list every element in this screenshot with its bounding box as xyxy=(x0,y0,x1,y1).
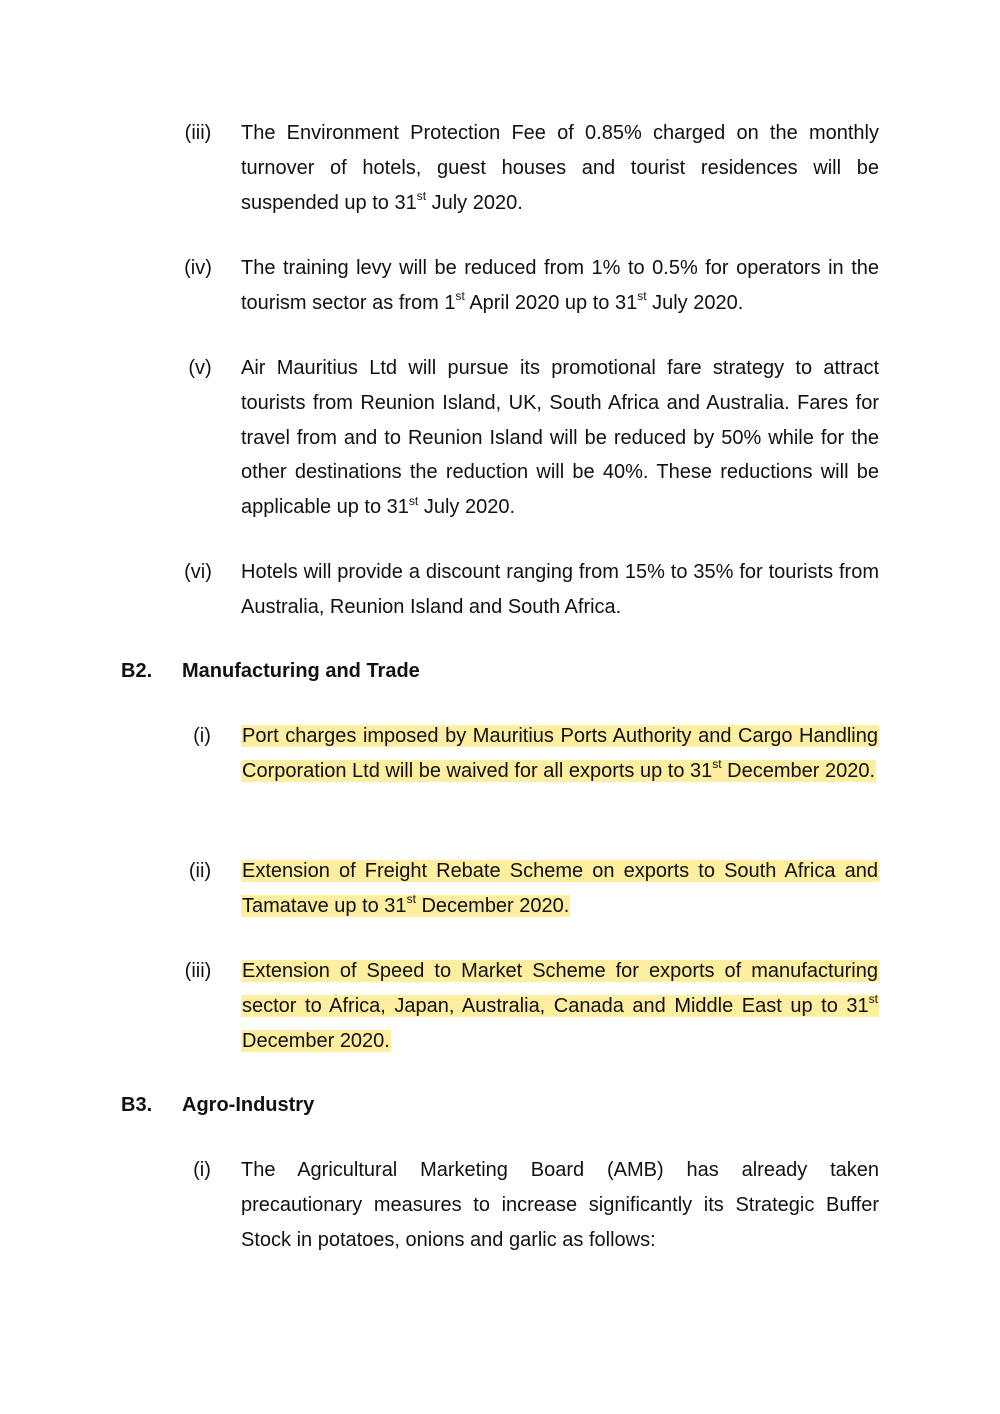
item-number: (iii) xyxy=(184,960,212,982)
highlighted-text: Port charges imposed by Mauritius Ports Authority and Cargo Handling Corporation Ltd will be waived for all exports up to 31st December 2020. xyxy=(242,725,878,782)
item-text xyxy=(241,954,879,1058)
item-text: The Environment Protection Fee of 0.85% charged on the monthly turnover of hotels, guest houses and tourist residences will be suspended up to 31st July 2020. xyxy=(241,122,879,214)
item-text: Hotels will provide a discount ranging from 15% to 35% for tourists from Australia, Reunion Island and South Africa. xyxy=(241,561,879,618)
item-number: (v) xyxy=(188,357,212,379)
item-number: (vi) xyxy=(184,561,212,583)
item-text: The Agricultural Marketing Board (AMB) has already taken precautionary measures to increase significantly its Strategic Buffer Stock in potatoes, onions and garlic as follows: xyxy=(241,1159,879,1251)
section-title: Manufacturing and Trade xyxy=(182,660,420,682)
item-text: The training levy will be reduced from 1% to 0.5% for operators in the tourism sector as from 1st April 2020 up to 31st July 2020. xyxy=(241,257,879,314)
section-code: B2. xyxy=(121,660,153,682)
highlighted-text: Extension of Speed to Market Scheme for exports of manufacturing sector to Africa, Japan, Australia, Canada and Middle East up to 31st December 2020. xyxy=(242,960,878,1052)
highlighted-text: Extension of Freight Rebate Scheme on exports to South Africa and Tamatave up to 31st December 2020. xyxy=(242,860,878,917)
item-text xyxy=(241,719,879,789)
item-number: (iv) xyxy=(184,257,212,279)
item-number: (iii) xyxy=(184,122,212,144)
item-number: (ii) xyxy=(188,860,212,882)
section-code: B3. xyxy=(121,1094,153,1116)
item-text xyxy=(241,854,879,924)
section-title: Agro-Industry xyxy=(182,1094,315,1116)
item-text: Air Mauritius Ltd will pursue its promotional fare strategy to attract tourists from Reunion Island, UK, South Africa and Australia. Fares for travel from and to Reunion Island will be reduced by 50% while for the other destinations the reduction will be 40%. These reductions will be applicable up to 31st July 2020. xyxy=(241,357,879,519)
item-number: (i) xyxy=(193,1159,211,1181)
item-number: (i) xyxy=(193,725,211,747)
